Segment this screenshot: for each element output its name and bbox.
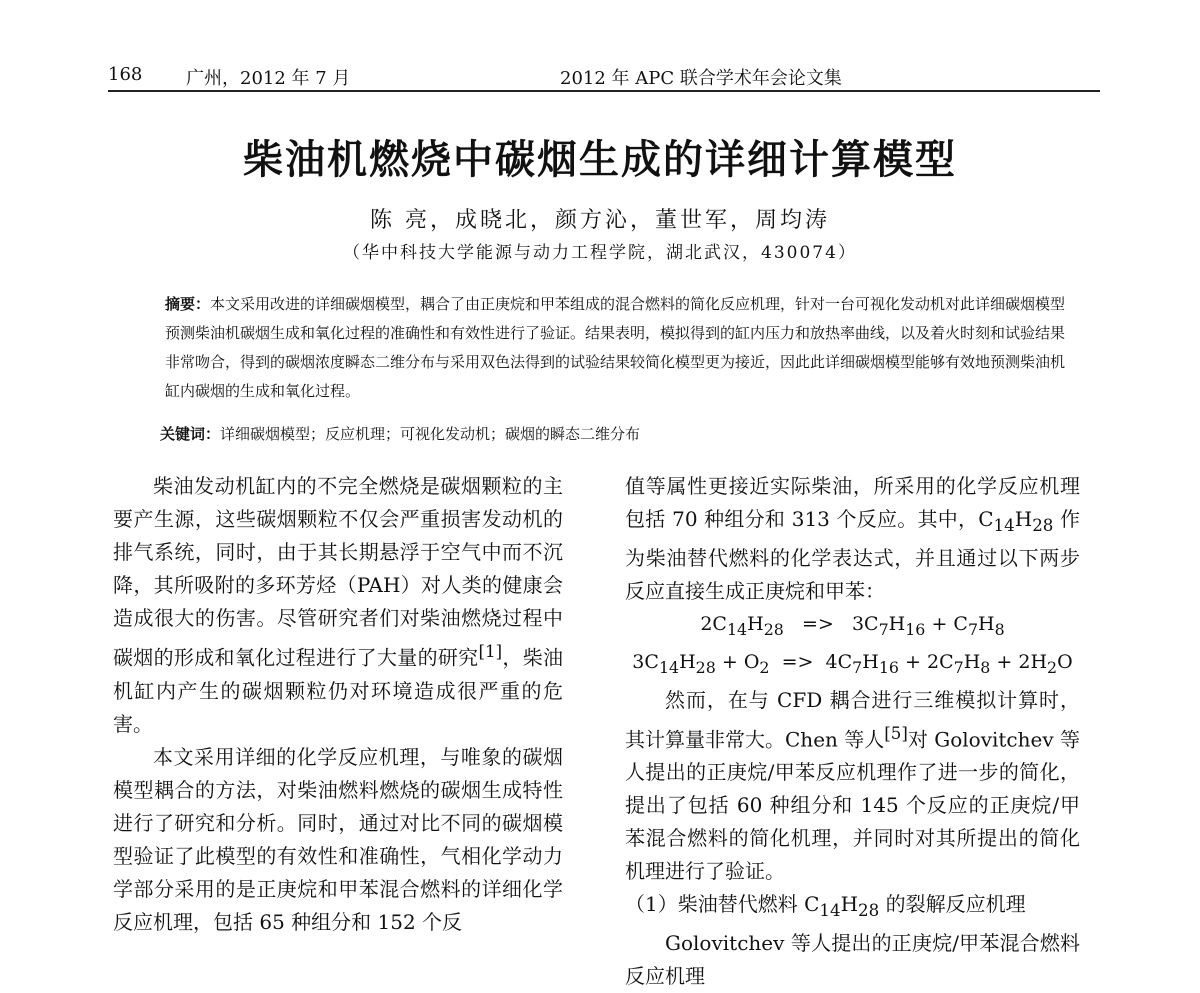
abstract	[165, 290, 1075, 406]
equation-1	[625, 608, 1080, 646]
equation-2	[625, 646, 1080, 684]
eq-sub: 7	[967, 619, 979, 639]
eq-term: 2C	[700, 613, 727, 635]
subsection-heading	[625, 888, 1080, 927]
formula-h: H	[840, 892, 859, 917]
page-number: 168	[108, 64, 143, 85]
chen-text-end: 对 Golovitchev 等人提出的正庚烷/甲苯反应机理作了进一步的简化，提出了包括 60 种组分和 145 个反应的正庚烷/甲苯混合燃料的简化机理，并同时对其所提出的简化机理进行了验证。	[625, 727, 1080, 884]
subsection-text: （1）柴油替代燃料 C	[625, 892, 820, 917]
eq-term: H	[978, 613, 995, 635]
author-list: 陈 亮，成晓北，颜方沁，董世军，周均涛	[370, 208, 830, 233]
eq-term: O	[1057, 650, 1073, 673]
intro-paragraph-1	[113, 470, 563, 741]
eq-term: + C	[931, 613, 968, 635]
eq-term: 3C	[851, 613, 879, 635]
intro-text-1-end: ，柴油机缸内产生的碳烟颗粒仍对环境造成很严重的危害。	[113, 645, 564, 736]
eq-term: H	[747, 613, 764, 635]
eq-sub: 28	[763, 619, 784, 639]
proceedings-title: 2012 年 APC 联合学术年会论文集	[560, 68, 842, 89]
eq-sub: 16	[878, 657, 899, 677]
mechanism-paragraph	[625, 470, 1080, 608]
citation-1: [1]	[478, 642, 503, 661]
eq-sub: 28	[695, 657, 716, 677]
eq-sub: 2	[1047, 657, 1058, 677]
eq-term: H	[679, 650, 696, 673]
running-header	[108, 64, 1100, 92]
eq-sub: 2	[759, 657, 770, 677]
abstract-label: 摘要：	[165, 295, 211, 313]
eq-term: + O	[721, 650, 760, 673]
intro-text-1: 柴油发动机缸内的不完全燃烧是碳烟颗粒的主要产生源，这些碳烟颗粒不仅会严重损害发动机的排气系统，同时，由于其长期悬浮于空气中而不沉降，其所吸附的多环芳烃（PAH）对人类的健康会造成很大的伤害。尽管研究者们对柴油燃烧过程中碳烟的形成和氧化过程进行了大量的研究	[113, 474, 563, 670]
subscript: 14	[819, 901, 841, 921]
chen-paragraph	[625, 684, 1080, 889]
eq-term: H	[888, 613, 906, 635]
right-column	[625, 470, 1080, 993]
eq-sub: 14	[726, 619, 748, 639]
citation-5: [5]	[884, 723, 908, 743]
keywords	[160, 423, 1060, 444]
subsection-text-end: 的裂解反应机理	[879, 892, 1026, 917]
subscript: 14	[993, 516, 1015, 535]
affiliation: （华中科技大学能源与动力工程学院，湖北武汉，430074）	[343, 243, 857, 263]
mechanism-text-end: 作为柴油替代燃料的化学表达式，并且通过以下两步反应直接生成正庚烷和甲苯：	[625, 507, 1081, 603]
keywords-label: 关键词：	[160, 425, 221, 443]
mechanism-text: 值等属性更接近实际柴油，所采用的化学反应机理包括 70 种组分和 313 个反应。其中，C	[625, 474, 1080, 531]
formula-h: H	[1014, 507, 1033, 531]
eq-sub: 7	[878, 619, 889, 639]
eq-sub: 14	[658, 657, 680, 677]
subscript: 28	[1032, 516, 1054, 535]
intro-paragraph-2: 本文采用详细的化学反应机理，与唯象的碳烟模型耦合的方法，对柴油燃料燃烧的碳烟生成特性进行了研究和分析。同时，通过对比不同的碳烟模型验证了此模型的有效性和准确性，气相化学动力学部分采用的是正庚烷和甲苯混合燃料的详细化学反应机理，包括 65 种组分和 152 个反	[113, 744, 563, 934]
eq-term: 4C	[825, 650, 853, 673]
trailing-line: Golovitchev 等人提出的正庚烷/甲苯混合燃料反应机理	[625, 931, 1080, 989]
eq-sub: 16	[905, 619, 926, 639]
eq-sub: 7	[953, 657, 964, 677]
paper-title: 柴油机燃烧中碳烟生成的详细计算模型	[243, 137, 957, 183]
eq-term: 3C	[632, 650, 659, 673]
eq-term: + 2C	[905, 650, 954, 673]
eq-term: H	[963, 650, 981, 673]
eq-term: H	[862, 650, 879, 673]
eq-sub: 8	[980, 657, 991, 677]
eq-sub: 8	[994, 619, 1005, 639]
left-column	[113, 470, 563, 939]
eq-sub: 7	[852, 657, 863, 677]
subscript: 28	[858, 901, 880, 921]
eq-arrow: =>	[781, 650, 814, 673]
keywords-text: 详细碳烟模型；反应机理；可视化发动机；碳烟的瞬态二维分布	[220, 425, 641, 443]
chen-text: 然而，在与 CFD 耦合进行三维模拟计算时，其计算量非常大。Chen 等人	[625, 687, 1080, 752]
abstract-text: 本文采用改进的详细碳烟模型，耦合了由正庚烷和甲苯组成的混合燃料的简化反应机理，针对一台可视化发动机对此详细碳烟模型预测柴油机碳烟生成和氧化过程的准确性和有效性进行了验证。结果表明，模拟得到的缸内压力和放热率曲线，以及着火时刻和试验结果非常吻合，得到的碳烟浓度瞬态二维分布与采用双色法得到的试验结果较简化模型更为接近，因此此详细碳烟模型能够有效地预测柴油机缸内碳烟的生成和氧化过程。	[165, 295, 1066, 400]
eq-arrow: =>	[801, 613, 834, 635]
eq-term: + 2H	[996, 650, 1048, 673]
venue-date: 广州，2012 年 7 月	[186, 68, 351, 89]
